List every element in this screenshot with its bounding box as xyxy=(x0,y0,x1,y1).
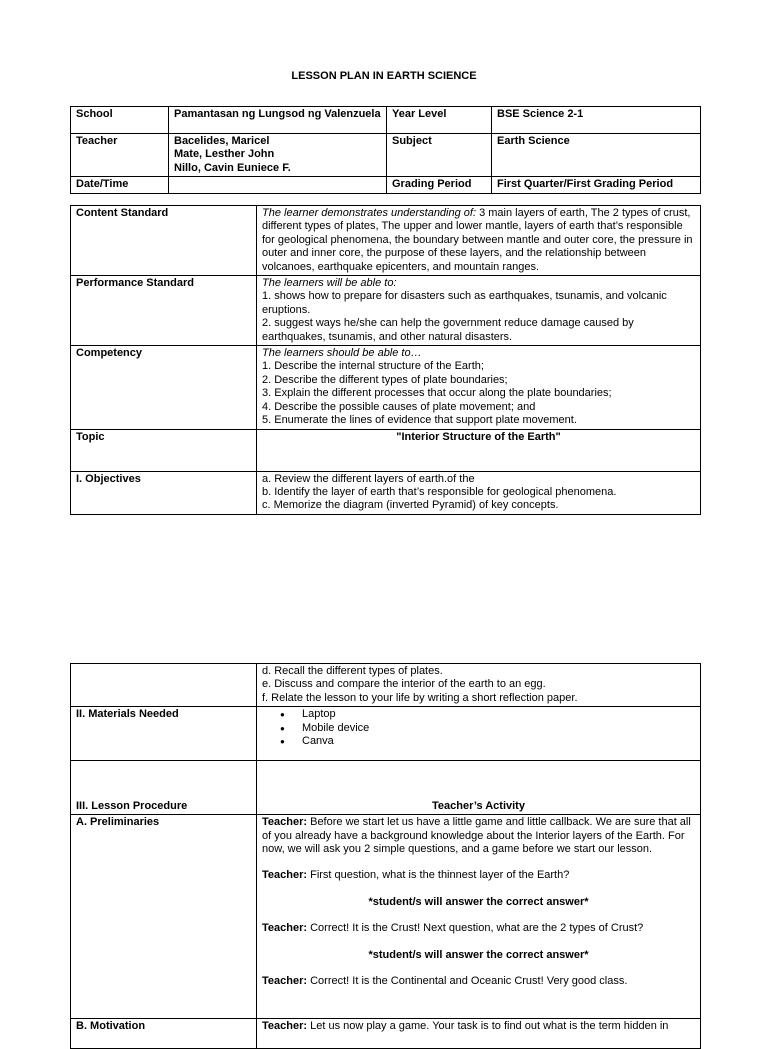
competency-item: 2. Describe the different types of plate boundaries; xyxy=(262,373,508,386)
dialogue-text: Correct! It is the Continental and Oceanic Crust! Very good class. xyxy=(307,975,628,988)
dialogue-text: Before we start let us have a little game and little callback. We are sure that all of you already have a background knowledge about the Interior layers of the Earth. For now, we will ask you 2 simple questions, and a game before we start our lesson. xyxy=(262,816,691,856)
competency-item: 5. Enumerate the lines of evidence that support plate movement. xyxy=(262,414,577,427)
teacher-dialogue xyxy=(262,816,695,856)
content-standard-intro: The learner demonstrates understanding of: xyxy=(262,207,477,219)
materials-list xyxy=(257,707,701,761)
teachers-activity-header: Teacher’s Activity xyxy=(257,761,701,815)
objective-item: a. Review the different layers of earth.of the xyxy=(262,472,475,485)
performance-standard-intro: The learners will be able to: xyxy=(262,277,397,290)
content-standard-text xyxy=(257,206,701,276)
competency-label: Competency xyxy=(71,346,257,429)
preliminaries-label: A. Preliminaries xyxy=(71,815,257,1019)
topic-value: "Interior Structure of the Earth" xyxy=(257,429,701,471)
dialogue-text: First question, what is the thinnest layer of the Earth? xyxy=(307,869,570,882)
topic-label: Topic xyxy=(71,429,257,471)
performance-standard-item: 2. suggest ways he/she can help the government reduce damage caused by earthquakes, tsunamis, and other natural disasters. xyxy=(262,317,634,343)
grading-period-value: First Quarter/First Grading Period xyxy=(492,177,701,193)
lesson-details-table xyxy=(70,205,701,515)
teacher-label: Teacher xyxy=(71,134,169,177)
motivation-content xyxy=(257,1019,701,1049)
year-level-label: Year Level xyxy=(387,107,492,134)
lesson-procedure-table xyxy=(70,663,701,1049)
motivation-label: B. Motivation xyxy=(71,1019,257,1049)
objective-item: f. Relate the lesson to your life by writing a short reflection paper. xyxy=(262,691,578,704)
teacher-name: Bacelides, Maricel xyxy=(174,135,270,147)
teacher-tag: Teacher: xyxy=(262,816,308,829)
teacher-tag: Teacher: xyxy=(262,1020,308,1033)
student-response: *student/s will answer the correct answer* xyxy=(368,895,589,908)
teacher-dialogue xyxy=(262,869,695,882)
subject-value: Earth Science xyxy=(492,134,701,177)
objectives-continued-label xyxy=(71,664,257,707)
student-response: *student/s will answer the correct answer* xyxy=(368,948,589,961)
performance-standard-label: Performance Standard xyxy=(71,276,257,346)
performance-standard-item: 1. shows how to prepare for disasters such as earthquakes, tsunamis, and volcanic eruptions. xyxy=(262,290,667,316)
teacher-dialogue xyxy=(262,975,695,988)
dialogue-text: Correct! It is the Crust! Next question, what are the 2 types of Crust? xyxy=(307,922,644,935)
teacher-name: Nillo, Cavin Euniece F. xyxy=(174,161,291,174)
document-title: LESSON PLAN IN EARTH SCIENCE xyxy=(291,70,477,82)
preliminaries-content xyxy=(257,815,701,1019)
material-item: ● Laptop xyxy=(302,708,695,721)
teacher-name: Mate, Lesther John xyxy=(174,148,275,161)
material-item: ● Canva xyxy=(302,735,695,748)
competency-text xyxy=(257,346,701,429)
content-standard-label: Content Standard xyxy=(71,206,257,276)
material-item: ● Mobile device xyxy=(302,722,695,735)
date-time-value xyxy=(169,177,387,193)
date-time-label: Date/Time xyxy=(71,177,169,193)
subject-label: Subject xyxy=(387,134,492,177)
dialogue-text: Let us now play a game. Your task is to find out what is the term hidden in xyxy=(307,1020,669,1033)
competency-item: 3. Explain the different processes that occur along the plate boundaries; xyxy=(262,387,612,400)
school-label: School xyxy=(71,107,169,134)
content-standard-body: 3 main layers of earth, The 2 types of crust, different types of plates, The upper and lower mantle, layers of earth that’s responsible for geological phenomena, the boundary between mantle and outer core, the pressure in outer and inner core, the purpose of these layers, and the relationship between volcanoes, earthquake epicenters, and mountain ranges. xyxy=(262,207,693,273)
competency-item: 4. Describe the possible causes of plate movement; and xyxy=(262,400,536,413)
school-value: Pamantasan ng Lungsod ng Valenzuela xyxy=(169,107,387,134)
teacher-tag: Teacher: xyxy=(262,975,308,988)
teacher-names xyxy=(169,134,387,177)
competency-item: 1. Describe the internal structure of the Earth; xyxy=(262,360,484,373)
materials-label: II. Materials Needed xyxy=(71,707,257,761)
competency-intro: The learners should be able to… xyxy=(262,347,422,360)
objectives-list xyxy=(257,471,701,514)
teacher-tag: Teacher: xyxy=(262,922,308,935)
objective-item: b. Identify the layer of earth that’s responsible for geological phenomena. xyxy=(262,485,617,498)
teacher-tag: Teacher: xyxy=(262,869,308,882)
objective-item: d. Recall the different types of plates. xyxy=(262,665,443,677)
header-info-table xyxy=(70,106,701,194)
objectives-continued-list xyxy=(257,664,701,707)
year-level-value: BSE Science 2-1 xyxy=(492,107,701,134)
objectives-label: I. Objectives xyxy=(71,471,257,514)
performance-standard-text xyxy=(257,276,701,346)
objective-item: e. Discuss and compare the interior of the earth to an egg. xyxy=(262,678,546,691)
objective-item: c. Memorize the diagram (inverted Pyramid) of key concepts. xyxy=(262,499,559,512)
grading-period-label: Grading Period xyxy=(387,177,492,193)
lesson-procedure-label: III. Lesson Procedure xyxy=(71,761,257,815)
teacher-dialogue xyxy=(262,922,695,935)
